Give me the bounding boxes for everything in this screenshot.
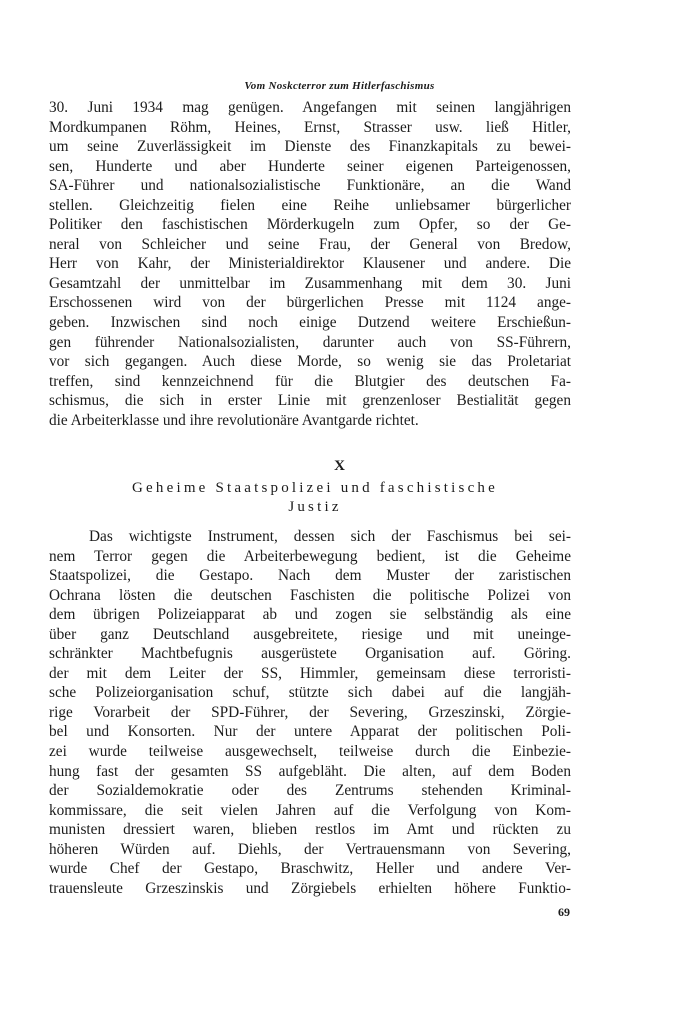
text-line: über ganz Deutschland ausgebreitete, riesige und mit uneinge- <box>49 625 571 643</box>
text-line: Mordkumpanen Röhm, Heines, Ernst, Strasser usw. ließ Hitler, <box>49 118 571 136</box>
text-line: kommissare, die seit vielen Jahren auf die Verfolgung von Kom- <box>49 801 571 819</box>
text-line: nem Terror gegen die Arbeiterbewegung bedient, ist die Geheime <box>49 547 571 565</box>
text-line: trauensleute Grzeszinskis und Zörgiebels erhielten höhere Funktio- <box>49 879 571 897</box>
text-line: Ochrana lösten die deutschen Faschisten die politische Polizei von <box>49 586 571 604</box>
text-line: vor sich gegangen. Auch diese Morde, so wenig sie das Proletariat <box>49 353 571 371</box>
text-line: Das wichtigste Instrument, dessen sich der Faschismus bei sei- <box>89 528 571 545</box>
text-line: die Arbeiterklasse und ihre revolutionäre Avantgarde richtet. <box>49 411 419 429</box>
section-title-line: Justiz <box>288 499 342 515</box>
text-line: stellen. Gleichzeitig fielen eine Reihe unliebsamer bürgerlicher <box>49 196 571 214</box>
text-line: Politiker den faschistischen Mörderkugeln zum Opfer, so der Ge- <box>49 216 571 234</box>
text-line: 30. Juni 1934 mag genügen. Angefangen mit seinen langjährigen <box>49 99 571 116</box>
text-line: neral von Schleicher und seine Frau, der General von Bredow, <box>49 235 571 253</box>
section-number: X <box>334 458 345 474</box>
text-line: dem übrigen Polizeiapparat ab und zogen sie selbständig als eine <box>49 606 571 624</box>
text-line: gen führender Nationalsozialisten, darunter auch von SS-Führern, <box>49 333 571 351</box>
text-line: Gesamtzahl der unmittelbar im Zusammenhang mit dem 30. Juni <box>49 274 571 292</box>
text-line: schränkter Machtbefugnis ausgerüstete Organisation auf. Göring. <box>49 645 571 663</box>
section-title-line: Geheime Staatspolizei und faschistische <box>132 480 498 496</box>
text-line: höheren Würden auf. Diehls, der Vertrauensmann von Severing, <box>49 840 571 858</box>
text-line: SA-Führer und nationalsozialistische Funktionäre, an die Wand <box>49 177 571 195</box>
text-line: Erschossenen wird von der bürgerlichen Presse mit 1124 ange- <box>49 294 571 312</box>
text-line: Staatspolizei, die Gestapo. Nach dem Muster der zaristischen <box>49 567 571 585</box>
running-head: Vom Noskcterror zum Hitlerfaschismus <box>244 80 435 92</box>
text-line: bel und Konsorten. Nur der untere Apparat der politischen Poli- <box>49 723 571 741</box>
text-line: munisten dressiert waren, blieben restlos im Amt und rückten zu <box>49 821 571 839</box>
text-line: sche Polizeiorganisation schuf, stützte sich dabei auf die langjäh- <box>49 684 571 702</box>
text-line: wurde Chef der Gestapo, Braschwitz, Heller und andere Ver- <box>49 860 571 878</box>
text-line: um seine Zuverlässigkeit im Dienste des Finanzkapitals zu bewei- <box>49 138 571 156</box>
page-number: 69 <box>558 905 570 919</box>
text-line: rige Vorarbeit der SPD-Führer, der Severing, Grzeszinski, Zörgie- <box>49 703 571 721</box>
section-title <box>55 479 575 517</box>
text-line: hung fast der gesamten SS aufgebläht. Die alten, auf dem Boden <box>49 762 571 780</box>
text-line: der Sozialdemokratie oder des Zentrums stehenden Kriminal- <box>49 782 571 800</box>
paragraph-one <box>49 98 571 430</box>
text-line: Herr von Kahr, der Ministerialdirektor Klausener und andere. Die <box>49 255 571 273</box>
text-line: geben. Inzwischen sind noch einige Dutzend weitere Erschießun- <box>49 314 571 332</box>
paragraph-two <box>49 527 571 898</box>
text-line: treffen, sind kennzeichnend für die Blutgier des deutschen Fa- <box>49 372 571 390</box>
text-line: schismus, die sich in erster Linie mit grenzenloser Bestialität gegen <box>49 392 571 410</box>
text-line: der mit dem Leiter der SS, Himmler, gemeinsam diese terroristi- <box>49 664 571 682</box>
text-line: zei wurde teilweise ausgewechselt, teilweise durch die Einbezie- <box>49 743 571 761</box>
text-line: sen, Hunderte und aber Hunderte seiner eigenen Parteigenossen, <box>49 157 571 175</box>
